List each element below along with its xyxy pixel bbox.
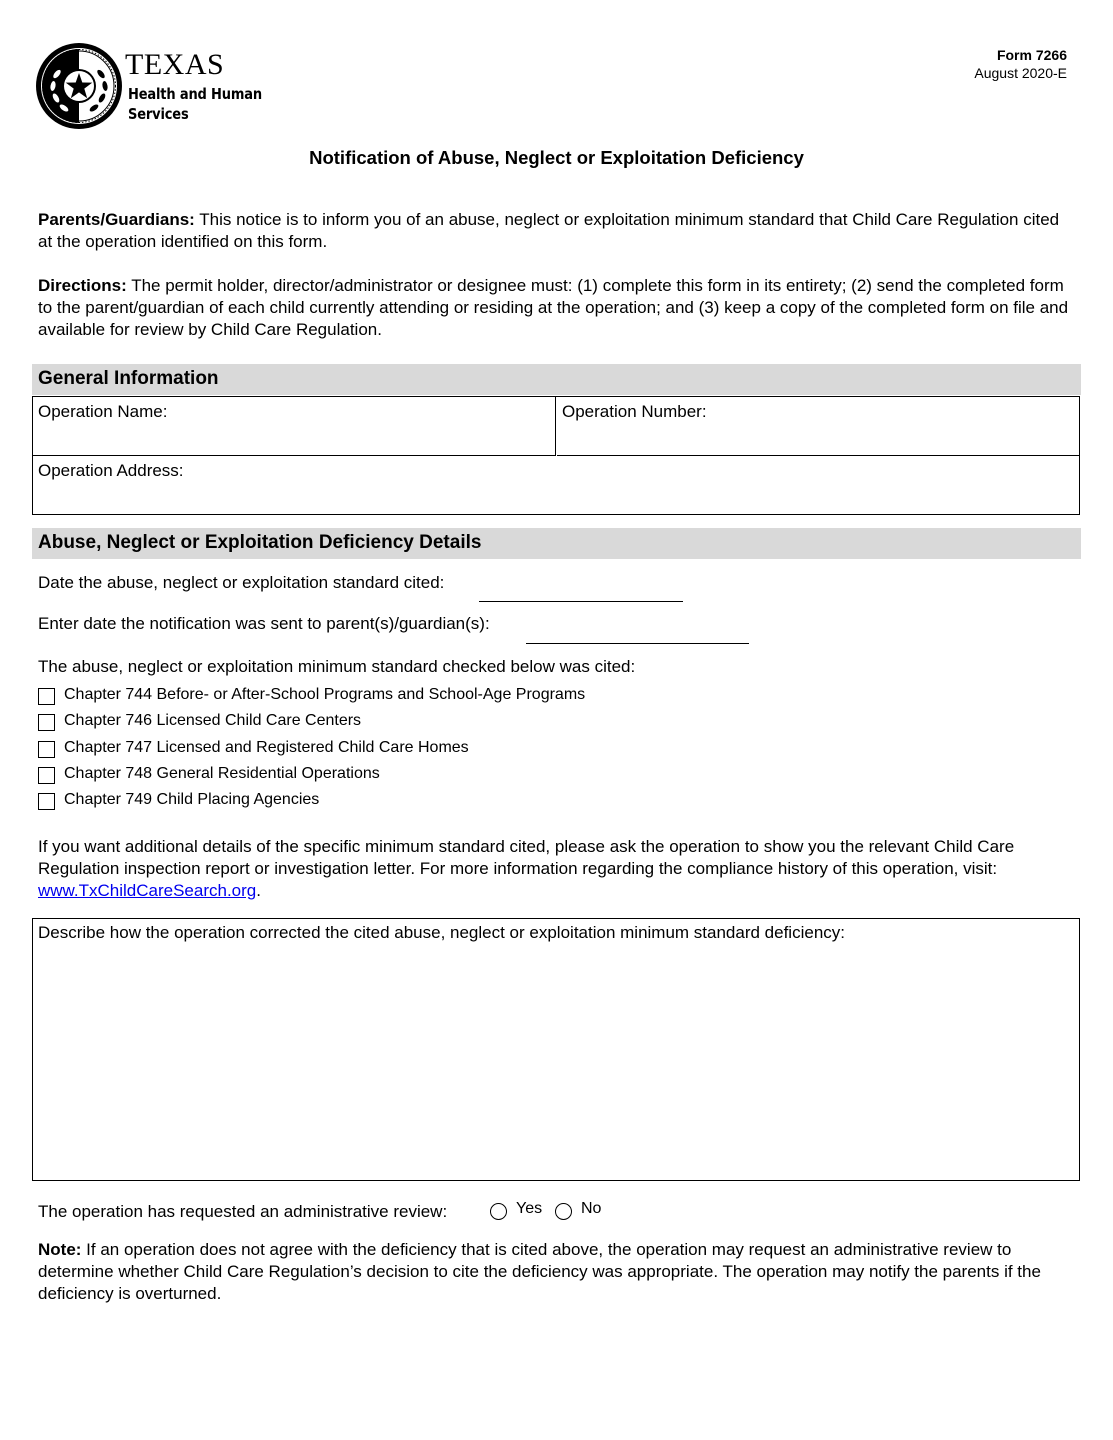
admin-review-yes-radio[interactable] <box>490 1203 507 1220</box>
directions-label: Directions: <box>38 276 127 295</box>
checkbox[interactable] <box>38 793 55 810</box>
deficiency-details-header <box>32 528 1081 559</box>
parents-guardians-paragraph <box>38 209 1078 253</box>
form-identifier <box>974 46 1067 82</box>
yes-label: Yes <box>516 1200 543 1217</box>
operation-name-field[interactable] <box>33 397 556 456</box>
page-title: Notification of Abuse, Neglect or Exploitation Deficiency <box>309 147 804 168</box>
section-title: General Information <box>38 368 219 389</box>
checkbox[interactable] <box>38 714 55 731</box>
checkbox[interactable] <box>38 688 55 705</box>
admin-review-label: The operation has requested an administrative review: <box>38 1202 448 1221</box>
general-information-header <box>32 364 1081 395</box>
logo-agency-name <box>128 84 262 124</box>
texas-seal-icon <box>35 42 123 130</box>
correction-description-field[interactable] <box>32 918 1080 1181</box>
note-paragraph <box>38 1239 1078 1305</box>
logo-line-1: Health and Human <box>128 85 263 103</box>
operation-address-label: Operation Address: <box>38 461 184 480</box>
admin-review-no-radio[interactable] <box>555 1203 572 1220</box>
additional-info-paragraph <box>38 836 1083 902</box>
hhs-logo <box>35 42 265 132</box>
operation-number-field[interactable] <box>557 397 1079 456</box>
operation-address-field[interactable] <box>33 456 1079 514</box>
section-title: Abuse, Neglect or Exploitation Deficiency Details <box>38 532 482 553</box>
operation-number-label: Operation Number: <box>562 402 707 421</box>
chapter-label: Chapter 748 General Residential Operations <box>64 765 380 782</box>
date-sent-input[interactable] <box>526 643 749 644</box>
logo-texas-text: TEXAS <box>125 48 225 81</box>
directions-text: The permit holder, director/administrator or designee must: (1) complete this form in its entirety; (2) send the completed form to the parent/guardian of each child currently attending or residing at the operation; and (3) keep a copy of the completed form on file and available for review by Child Care Regulation. <box>38 276 1069 339</box>
form-number: Form 7266 <box>996 47 1067 63</box>
chapter-label: Chapter 744 Before- or After-School Programs and School-Age Programs <box>64 686 586 703</box>
directions-paragraph <box>38 275 1078 341</box>
checklist-intro: The abuse, neglect or exploitation minimum standard checked below was cited: <box>38 657 636 676</box>
note-label: Note: <box>38 1240 82 1259</box>
checkbox[interactable] <box>38 767 55 784</box>
txchildcaresearch-link[interactable]: www.TxChildCareSearch.org <box>38 881 257 900</box>
period: . <box>256 881 261 900</box>
logo-line-2: Services <box>128 105 189 123</box>
chapter-label: Chapter 749 Child Placing Agencies <box>64 791 320 808</box>
additional-info-text: If you want additional details of the specific minimum standard cited, please ask the operation to show you the relevant Child Care Regulation inspection report or investigation letter. For more information regarding the compliance history of this operation, visit: <box>38 837 1015 878</box>
general-information-table <box>32 396 1080 515</box>
note-text: If an operation does not agree with the deficiency that is cited above, the operation may request an administrative review to determine whether Child Care Regulation’s decision to cite the deficiency was appropriate. The operation may notify the parents if the deficiency is overturned. <box>38 1240 1041 1303</box>
chapter-label: Chapter 747 Licensed and Registered Child Care Homes <box>64 739 469 756</box>
form-date: August 2020-E <box>974 65 1067 81</box>
no-label: No <box>581 1200 602 1217</box>
parents-label: Parents/Guardians: <box>38 210 195 229</box>
chapter-label: Chapter 746 Licensed Child Care Centers <box>64 712 362 729</box>
date-cited-label: Date the abuse, neglect or exploitation standard cited: <box>38 573 445 592</box>
date-cited-input[interactable] <box>479 601 683 602</box>
date-sent-label: Enter date the notification was sent to parent(s)/guardian(s): <box>38 614 490 633</box>
checkbox[interactable] <box>38 741 55 758</box>
parents-text: This notice is to inform you of an abuse, neglect or exploitation minimum standard that Child Care Regulation cited at the operation identified on this form. <box>38 210 1060 251</box>
operation-name-label: Operation Name: <box>38 402 168 421</box>
correction-description-label: Describe how the operation corrected the cited abuse, neglect or exploitation minimum standard deficiency: <box>38 923 845 942</box>
